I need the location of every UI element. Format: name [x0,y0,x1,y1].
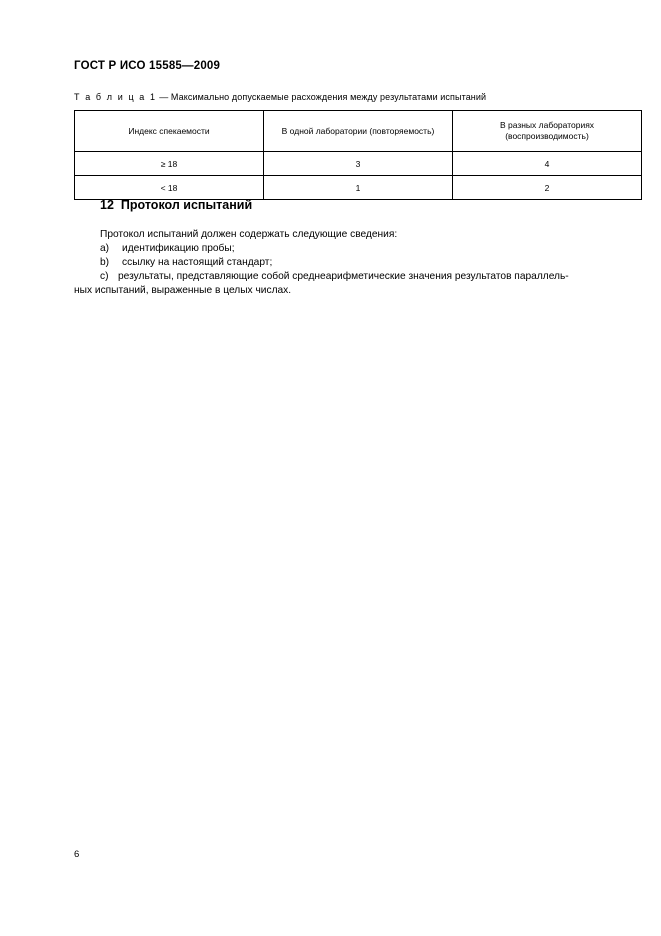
list-item-text: ссылку на настоящий стандарт; [122,257,273,268]
section-title-text: Протокол испытаний [120,198,253,212]
table-cell: ≥ 18 [75,152,264,176]
table-caption-label: Т а б л и ц а 1 [74,92,157,102]
table-header-cell-reproducibility [453,111,642,152]
table-caption [74,92,486,102]
table-header-cell-repeatability: В одной лаборатории (повторяемость) [264,111,453,152]
list-item [100,255,272,270]
list-item [100,269,615,284]
table-cell: 2 [453,176,642,200]
table-caption-text: — Максимально допускаемые расхождения между результатами испытаний [156,92,487,102]
list-marker: a) [100,243,110,254]
table-header-cell-index: Индекс спекаемости [75,111,264,152]
table-row [75,176,642,200]
list-item-text: результаты, представляющие собой среднеарифметические значения результатов параллель- [118,271,569,282]
section-heading [100,198,252,212]
page-header-standard-id: ГОСТ Р ИСО 15585—2009 [74,60,221,72]
results-table [74,110,642,200]
table-header-row [75,111,642,152]
table-cell: 3 [264,152,453,176]
table-cell: 1 [264,176,453,200]
table-header-cell-reproducibility-line2: (воспроизводимость) [505,131,589,141]
table-row [75,152,642,176]
list-marker: c) [100,271,109,282]
table-cell: < 18 [75,176,264,200]
list-item-text: идентификацию пробы; [122,243,235,254]
page-number: 6 [74,849,80,860]
list-marker: b) [100,257,110,268]
section-intro-paragraph: Протокол испытаний должен содержать следующие сведения: [100,229,398,240]
list-item-continuation: ных испытаний, выраженные в целых числах. [74,285,292,296]
table-header-cell-reproducibility-line1: В разных лабораториях [499,120,595,131]
section-number: 12 [100,198,114,212]
table-cell: 4 [453,152,642,176]
list-item [100,241,235,256]
